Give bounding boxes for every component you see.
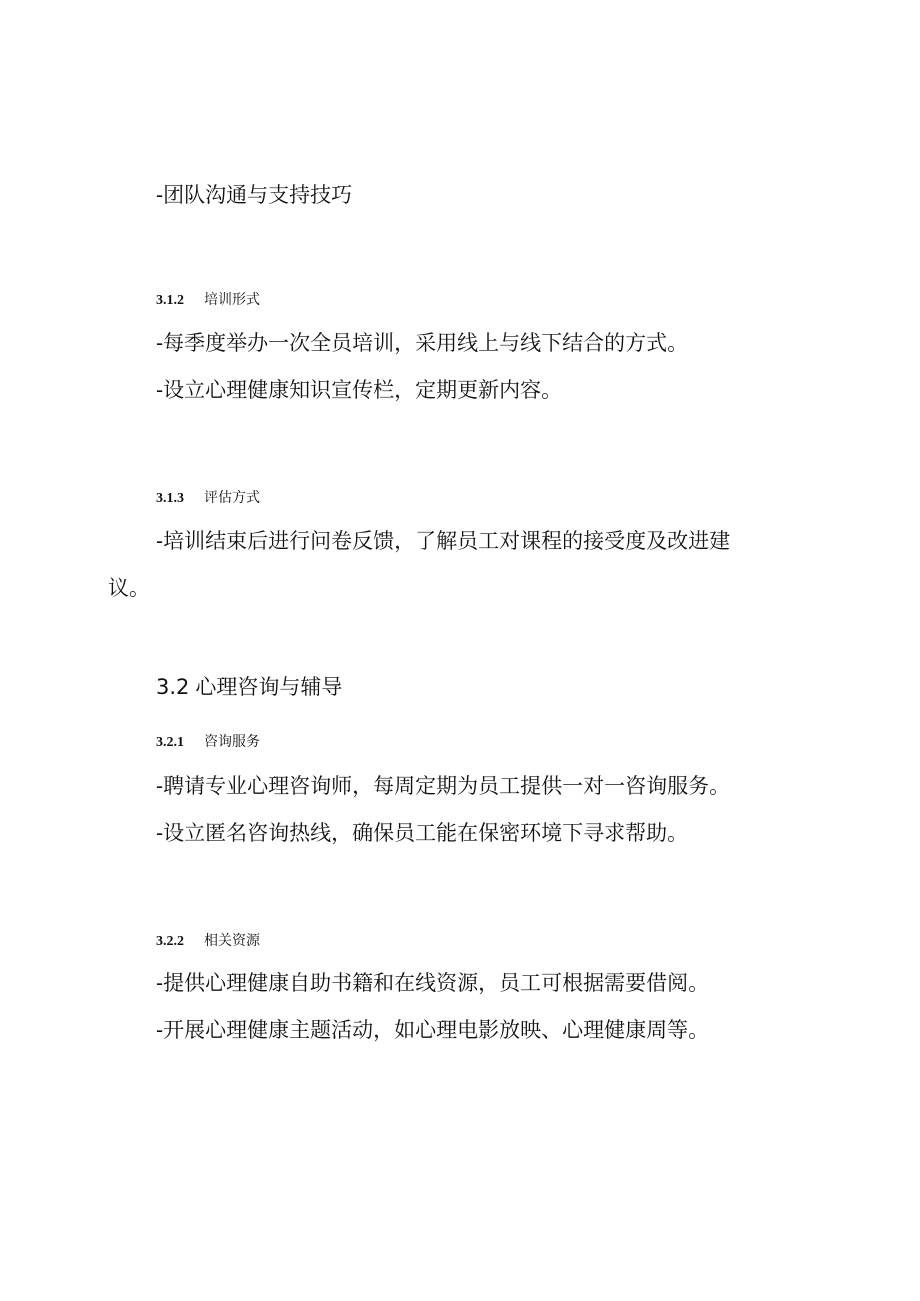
subsection-number: 3.1.2 bbox=[156, 293, 184, 308]
section-heading-3-2 bbox=[156, 672, 342, 702]
section-title: 心理咨询与辅导 bbox=[195, 675, 343, 699]
subsection-number: 3.2.2 bbox=[156, 934, 184, 949]
subsection-title: 相关资源 bbox=[204, 933, 260, 949]
list-item-knowledge-board: -设立心理健康知识宣传栏，定期更新内容。 bbox=[156, 378, 563, 402]
subsection-heading-3-1-2 bbox=[156, 290, 260, 311]
subsection-number: 3.1.3 bbox=[156, 491, 184, 506]
subsection-heading-3-2-2 bbox=[156, 931, 260, 952]
list-item-anonymous-hotline: -设立匿名咨询热线，确保员工能在保密环境下寻求帮助。 bbox=[156, 821, 689, 845]
list-item-questionnaire-feedback-continued: 议。 bbox=[108, 576, 150, 600]
list-item-team-communication: -团队沟通与支持技巧 bbox=[156, 183, 353, 207]
list-item-quarterly-training: -每季度举办一次全员培训，采用线上与线下结合的方式。 bbox=[156, 331, 689, 355]
subsection-heading-3-1-3 bbox=[156, 488, 260, 509]
subsection-title: 咨询服务 bbox=[204, 734, 260, 750]
subsection-title: 培训形式 bbox=[204, 292, 260, 308]
subsection-heading-3-2-1 bbox=[156, 732, 260, 753]
subsection-title: 评估方式 bbox=[204, 490, 260, 506]
subsection-number: 3.2.1 bbox=[156, 735, 184, 750]
list-item-questionnaire-feedback: -培训结束后进行问卷反馈，了解员工对课程的接受度及改进建 bbox=[156, 529, 731, 553]
list-item-self-help-resources: -提供心理健康自助书籍和在线资源，员工可根据需要借阅。 bbox=[156, 971, 710, 995]
list-item-professional-counselor: -聘请专业心理咨询师，每周定期为员工提供一对一咨询服务。 bbox=[156, 774, 731, 798]
section-number: 3.2 bbox=[156, 675, 190, 699]
list-item-themed-activities: -开展心理健康主题活动，如心理电影放映、心理健康周等。 bbox=[156, 1018, 710, 1042]
